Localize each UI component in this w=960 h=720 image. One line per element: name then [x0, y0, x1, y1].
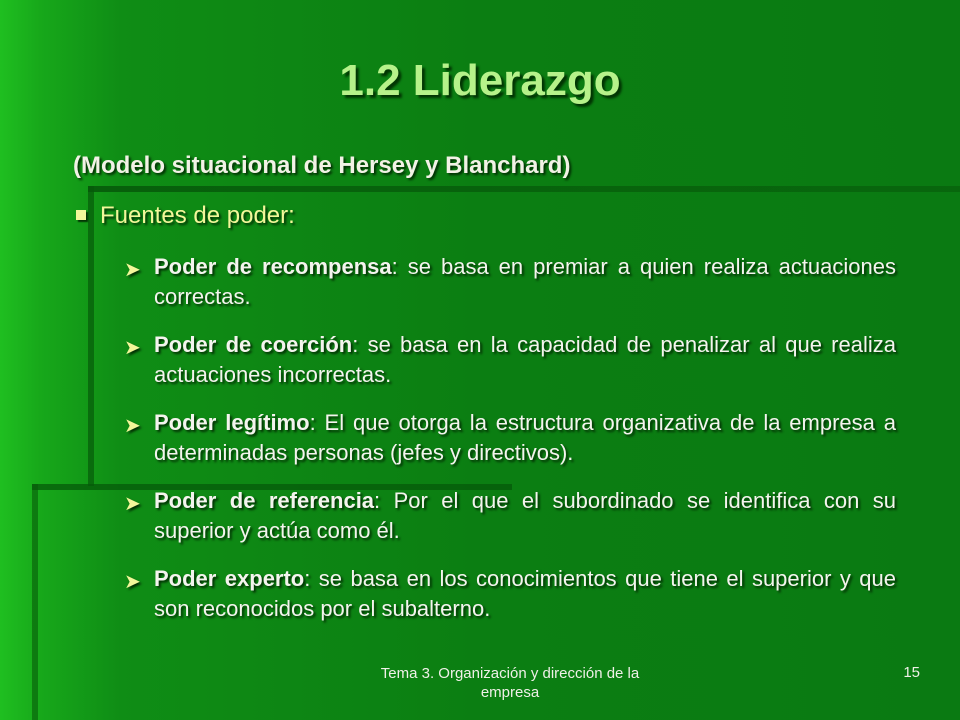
- list-item: [124, 408, 896, 468]
- slide-footer: Tema 3. Organización y dirección de la empresa: [380, 665, 640, 701]
- list-item: [124, 252, 896, 312]
- arrow-bullet-icon: ➤: [124, 493, 141, 515]
- arrow-bullet-icon: ➤: [124, 571, 141, 593]
- decorative-line: [32, 484, 38, 720]
- bullet-heading-label: Fuentes de poder:: [100, 202, 295, 229]
- item-term: Poder legítimo: [154, 410, 310, 435]
- item-text: : El que otorga la estructura organizativa de la empresa a determinadas personas (jefes y directivos).: [154, 410, 897, 465]
- item-text: : se basa en premiar a quien realiza actuaciones correctas.: [154, 254, 896, 309]
- item-text: : se basa en la capacidad de penalizar al que realiza actuaciones incorrectas.: [154, 332, 896, 387]
- list-item: [124, 564, 896, 624]
- bullet-list: [124, 252, 896, 642]
- arrow-bullet-icon: ➤: [124, 259, 141, 281]
- item-term: Poder de recompensa: [154, 254, 392, 279]
- decorative-line: [88, 186, 94, 486]
- square-bullet-icon: [76, 210, 86, 220]
- item-text: : Por el que el subordinado se identifica con su superior y actúa como él.: [154, 488, 896, 543]
- item-term: Poder de referencia: [154, 488, 375, 513]
- arrow-bullet-icon: ➤: [124, 337, 141, 359]
- item-text: : se basa en los conocimientos que tiene el superior y que son reconocidos por el subalterno.: [154, 566, 896, 621]
- slide-title: 1.2 Liderazgo: [339, 56, 621, 105]
- decorative-line: [88, 186, 960, 192]
- list-item: [124, 486, 896, 546]
- slide-subtitle: (Modelo situacional de Hersey y Blanchard): [73, 152, 571, 179]
- item-term: Poder de coerción: [154, 332, 353, 357]
- page-number: 15: [903, 664, 920, 681]
- list-item: [124, 330, 896, 390]
- item-term: Poder experto: [154, 566, 305, 591]
- bullet-heading: [76, 202, 295, 230]
- arrow-bullet-icon: ➤: [124, 415, 141, 437]
